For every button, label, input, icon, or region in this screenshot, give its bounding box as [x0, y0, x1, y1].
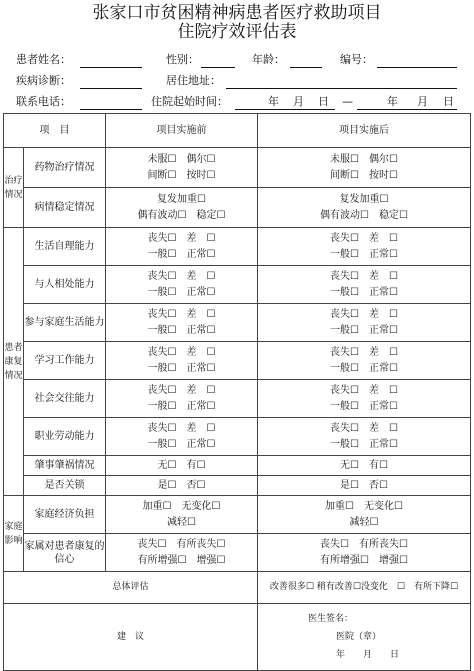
- number-label: 编号：: [340, 53, 373, 66]
- advice-date-label: 年 月 日: [336, 650, 400, 660]
- row-label-economic-burden: 家庭经济负担: [24, 496, 106, 534]
- phone-label: 联系电话：: [16, 95, 71, 108]
- social-interaction-after[interactable]: 丧失☐ 差 ☐ 一般☐ 正常☐: [258, 380, 471, 418]
- economic-burden-after[interactable]: 加重☐ 无变化☐ 减轻☐: [258, 496, 471, 534]
- getting-along-after[interactable]: 丧失☐ 差 ☐ 一般☐ 正常☐: [258, 266, 471, 304]
- header-item: 项 目: [4, 114, 106, 148]
- locked-after[interactable]: 是☐ 否☐: [258, 476, 471, 496]
- age-label: 年龄：: [252, 53, 285, 66]
- row-label-vocational: 职业劳动能力: [24, 418, 106, 456]
- date-dash: —: [342, 95, 353, 108]
- group-rehabilitation: 患者康复情况: [4, 228, 24, 496]
- self-care-before[interactable]: 丧失☐ 差 ☐ 一般☐ 正常☐: [106, 228, 258, 266]
- medication-after[interactable]: 未服☐ 偶尔☐ 间断☐ 按时☐: [258, 148, 471, 188]
- table-row: [4, 476, 471, 496]
- table-row: [4, 148, 471, 188]
- row-label-locked: 是否关锁: [24, 476, 106, 496]
- address-field[interactable]: [226, 88, 457, 89]
- row-label-incidents: 肇事肇祸情况: [24, 456, 106, 476]
- table-row: [4, 534, 471, 572]
- form-subtitle: 住院疗效评估表: [177, 22, 297, 42]
- table-row: [4, 380, 471, 418]
- vocational-after[interactable]: 丧失☐ 差 ☐ 一般☐ 正常☐: [258, 418, 471, 456]
- social-interaction-before[interactable]: 丧失☐ 差 ☐ 一般☐ 正常☐: [106, 380, 258, 418]
- group-treatment: 治疗情况: [4, 148, 24, 228]
- number-field[interactable]: [377, 67, 457, 68]
- study-work-before[interactable]: 丧失☐ 差 ☐ 一般☐ 正常☐: [106, 342, 258, 380]
- end-day-label: 日: [443, 95, 454, 108]
- start-year-label: 年: [268, 95, 279, 108]
- hospital-seal-label: 医院（章）: [336, 632, 382, 642]
- getting-along-before[interactable]: 丧失☐ 差 ☐ 一般☐ 正常☐: [106, 266, 258, 304]
- row-label-medication: 药物治疗情况: [24, 148, 106, 188]
- table-row: [4, 496, 471, 534]
- address-label: 居住地址：: [166, 74, 221, 87]
- header-after: 项目实施后: [258, 114, 471, 148]
- study-work-after[interactable]: 丧失☐ 差 ☐ 一般☐ 正常☐: [258, 342, 471, 380]
- confidence-before[interactable]: 丧失☐ 有所丧失☐ 有所增强☐ 增强☐: [106, 534, 258, 572]
- age-field[interactable]: [290, 67, 322, 68]
- end-year-label: 年: [387, 95, 398, 108]
- table-row: [4, 188, 471, 228]
- advice-signature-area[interactable]: [258, 604, 471, 671]
- row-label-confidence: 家属对患者康复的信心: [24, 534, 106, 572]
- advice-label: 建 议: [4, 604, 258, 671]
- table-row: [4, 228, 471, 266]
- self-care-after[interactable]: 丧失☐ 差 ☐ 一般☐ 正常☐: [258, 228, 471, 266]
- stability-before[interactable]: 复发加重☐ 偶有波动☐ 稳定☐: [106, 188, 258, 228]
- medication-before[interactable]: 未服☐ 偶尔☐ 间断☐ 按时☐: [106, 148, 258, 188]
- form-title: 张家口市贫困精神病患者医疗救助项目: [92, 3, 382, 23]
- confidence-after[interactable]: 丧失☐ 有所丧失☐ 有所增强☐ 增强☐: [258, 534, 471, 572]
- table-row: [4, 304, 471, 342]
- family-life-after[interactable]: 丧失☐ 差 ☐ 一般☐ 正常☐: [258, 304, 471, 342]
- table-row: [4, 342, 471, 380]
- table-row: [4, 266, 471, 304]
- row-label-family-life: 参与家庭生活能力: [24, 304, 106, 342]
- end-date-field[interactable]: [357, 109, 457, 110]
- row-label-study-work: 学习工作能力: [24, 342, 106, 380]
- incidents-after[interactable]: 无☐ 有☐: [258, 456, 471, 476]
- end-month-label: 月: [417, 95, 428, 108]
- start-month-label: 月: [293, 95, 304, 108]
- gender-field[interactable]: [201, 67, 235, 68]
- overall-assessment-label: 总体评估: [4, 572, 258, 604]
- table-header-row: [4, 114, 471, 148]
- evaluation-table: [3, 113, 471, 671]
- row-label-social-interaction: 社会交往能力: [24, 380, 106, 418]
- family-life-before[interactable]: 丧失☐ 差 ☐ 一般☐ 正常☐: [106, 304, 258, 342]
- locked-before[interactable]: 是☐ 否☐: [106, 476, 258, 496]
- group-family-impact: 家庭影响: [4, 496, 24, 572]
- table-row: [4, 456, 471, 476]
- start-date-field[interactable]: [235, 109, 335, 110]
- economic-burden-before[interactable]: 加重☐ 无变化☐ 减轻☐: [106, 496, 258, 534]
- overall-assessment-options[interactable]: 改善很多☐ 稍有改善☐没变化 ☐ 有所下降☐: [258, 572, 471, 604]
- header-before: 项目实施前: [106, 114, 258, 148]
- row-label-stability: 病情稳定情况: [24, 188, 106, 228]
- start-time-label: 住院起始时间：: [151, 95, 228, 108]
- gender-label: 性别：: [166, 53, 199, 66]
- diagnosis-label: 疾病诊断：: [16, 74, 71, 87]
- patient-name-label: 患者姓名：: [16, 53, 71, 66]
- row-label-getting-along: 与人相处能力: [24, 266, 106, 304]
- doctor-signature-label: 医生签名：: [308, 614, 354, 624]
- phone-field[interactable]: [80, 109, 142, 110]
- row-label-self-care: 生活自理能力: [24, 228, 106, 266]
- table-row: [4, 572, 471, 604]
- diagnosis-field[interactable]: [80, 88, 142, 89]
- vocational-before[interactable]: 丧失☐ 差 ☐ 一般☐ 正常☐: [106, 418, 258, 456]
- stability-after[interactable]: 复发加重☐ 偶有波动☐ 稳定☐: [258, 188, 471, 228]
- patient-name-field[interactable]: [80, 67, 142, 68]
- incidents-before[interactable]: 无☐ 有☐: [106, 456, 258, 476]
- table-row: [4, 418, 471, 456]
- start-day-label: 日: [318, 95, 329, 108]
- table-row: [4, 604, 471, 671]
